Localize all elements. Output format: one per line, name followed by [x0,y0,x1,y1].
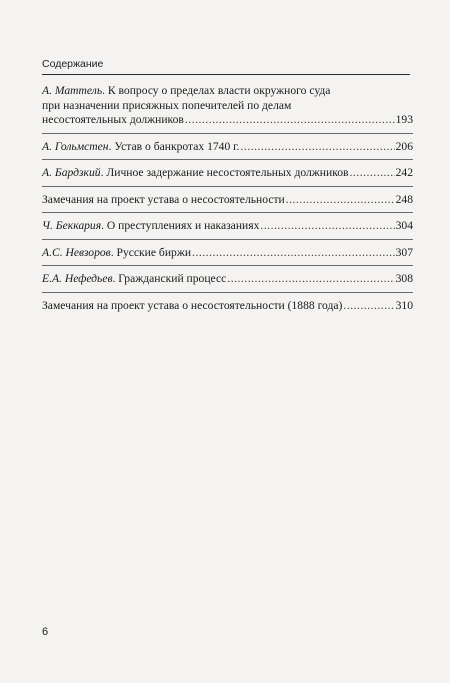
toc-entry [42,193,413,214]
toc-entry-line: А.С. Невзоров. Русские биржи ..... 307 [42,246,413,261]
page-number: 6 [42,626,49,638]
toc-entry-line: Ч. Беккария. О преступлениях и наказаниях ..... 304 [42,219,413,234]
toc-entry [42,299,413,319]
toc-page-number: 248 [395,192,413,206]
toc-author: А.С. Невзоров [42,245,111,259]
toc-title: Устав о банкротах 1740 г. [114,139,240,153]
dot-leader [343,299,394,314]
toc-entry-line [42,299,413,314]
toc-author: Ч. Беккария [42,219,102,232]
toc-entry [42,246,413,267]
toc-title: К вопросу о пределах власти окружного суда [107,84,331,97]
toc-entry-line: А. Бардзкий. Личное задержание несостоятельных должников ..... 242 [42,166,413,181]
dot-leader [227,272,394,287]
toc-title: при назначении присяжных попечителей по делам [42,98,292,112]
dot-leader [192,246,395,261]
toc-title: Русские биржи [116,245,192,259]
toc-page-number: 307 [395,245,413,259]
toc-entry-line [42,113,413,128]
toc-entry-line: Е.А. Нефедьев. Гражданский процесс ..... 308 [42,272,413,287]
toc-author: А. Гольмстен [42,139,109,153]
toc-title: Гражданский процесс [118,272,227,285]
toc-page-number: 206 [395,139,413,153]
table-of-contents [42,84,413,324]
toc-author: А. Бардзкий [42,166,101,179]
toc-title: Замечания на проект устава о несостоятельности (1888 года) [42,298,343,312]
toc-entry [42,219,413,240]
header-rule [42,74,410,75]
dot-leader [286,193,395,208]
dot-leader [260,219,394,234]
toc-title: Личное задержание несостоятельных должников [106,166,349,179]
toc-entry-line: А. Маттель. К вопросу о пределах власти окружного суда [42,84,331,97]
toc-entry [42,84,413,134]
toc-entry-line: А. Гольмстен. Устав о банкротах 1740 г. ..... 206 [42,140,413,155]
toc-author: А. Маттель [42,84,103,97]
toc-title: Замечания на проект устава о несостоятельности [42,192,285,206]
toc-page-number: 193 [395,113,413,126]
toc-entry [42,140,413,161]
toc-page-number: 308 [395,272,413,285]
toc-title: несостоятельных должников [42,113,184,126]
toc-entry-line [42,193,413,208]
dot-leader [185,113,395,128]
toc-entry-line [42,99,413,114]
toc-page-number: 242 [395,166,413,179]
dot-leader [241,140,395,155]
toc-author: Е.А. Нефедьев [42,272,113,285]
running-head: Содержание [42,58,104,70]
toc-page-number: 304 [395,219,413,232]
toc-entry [42,272,413,293]
toc-page-number: 310 [395,298,413,312]
dot-leader [350,166,395,181]
toc-entry [42,166,413,187]
toc-title: О преступлениях и наказаниях [106,219,260,232]
